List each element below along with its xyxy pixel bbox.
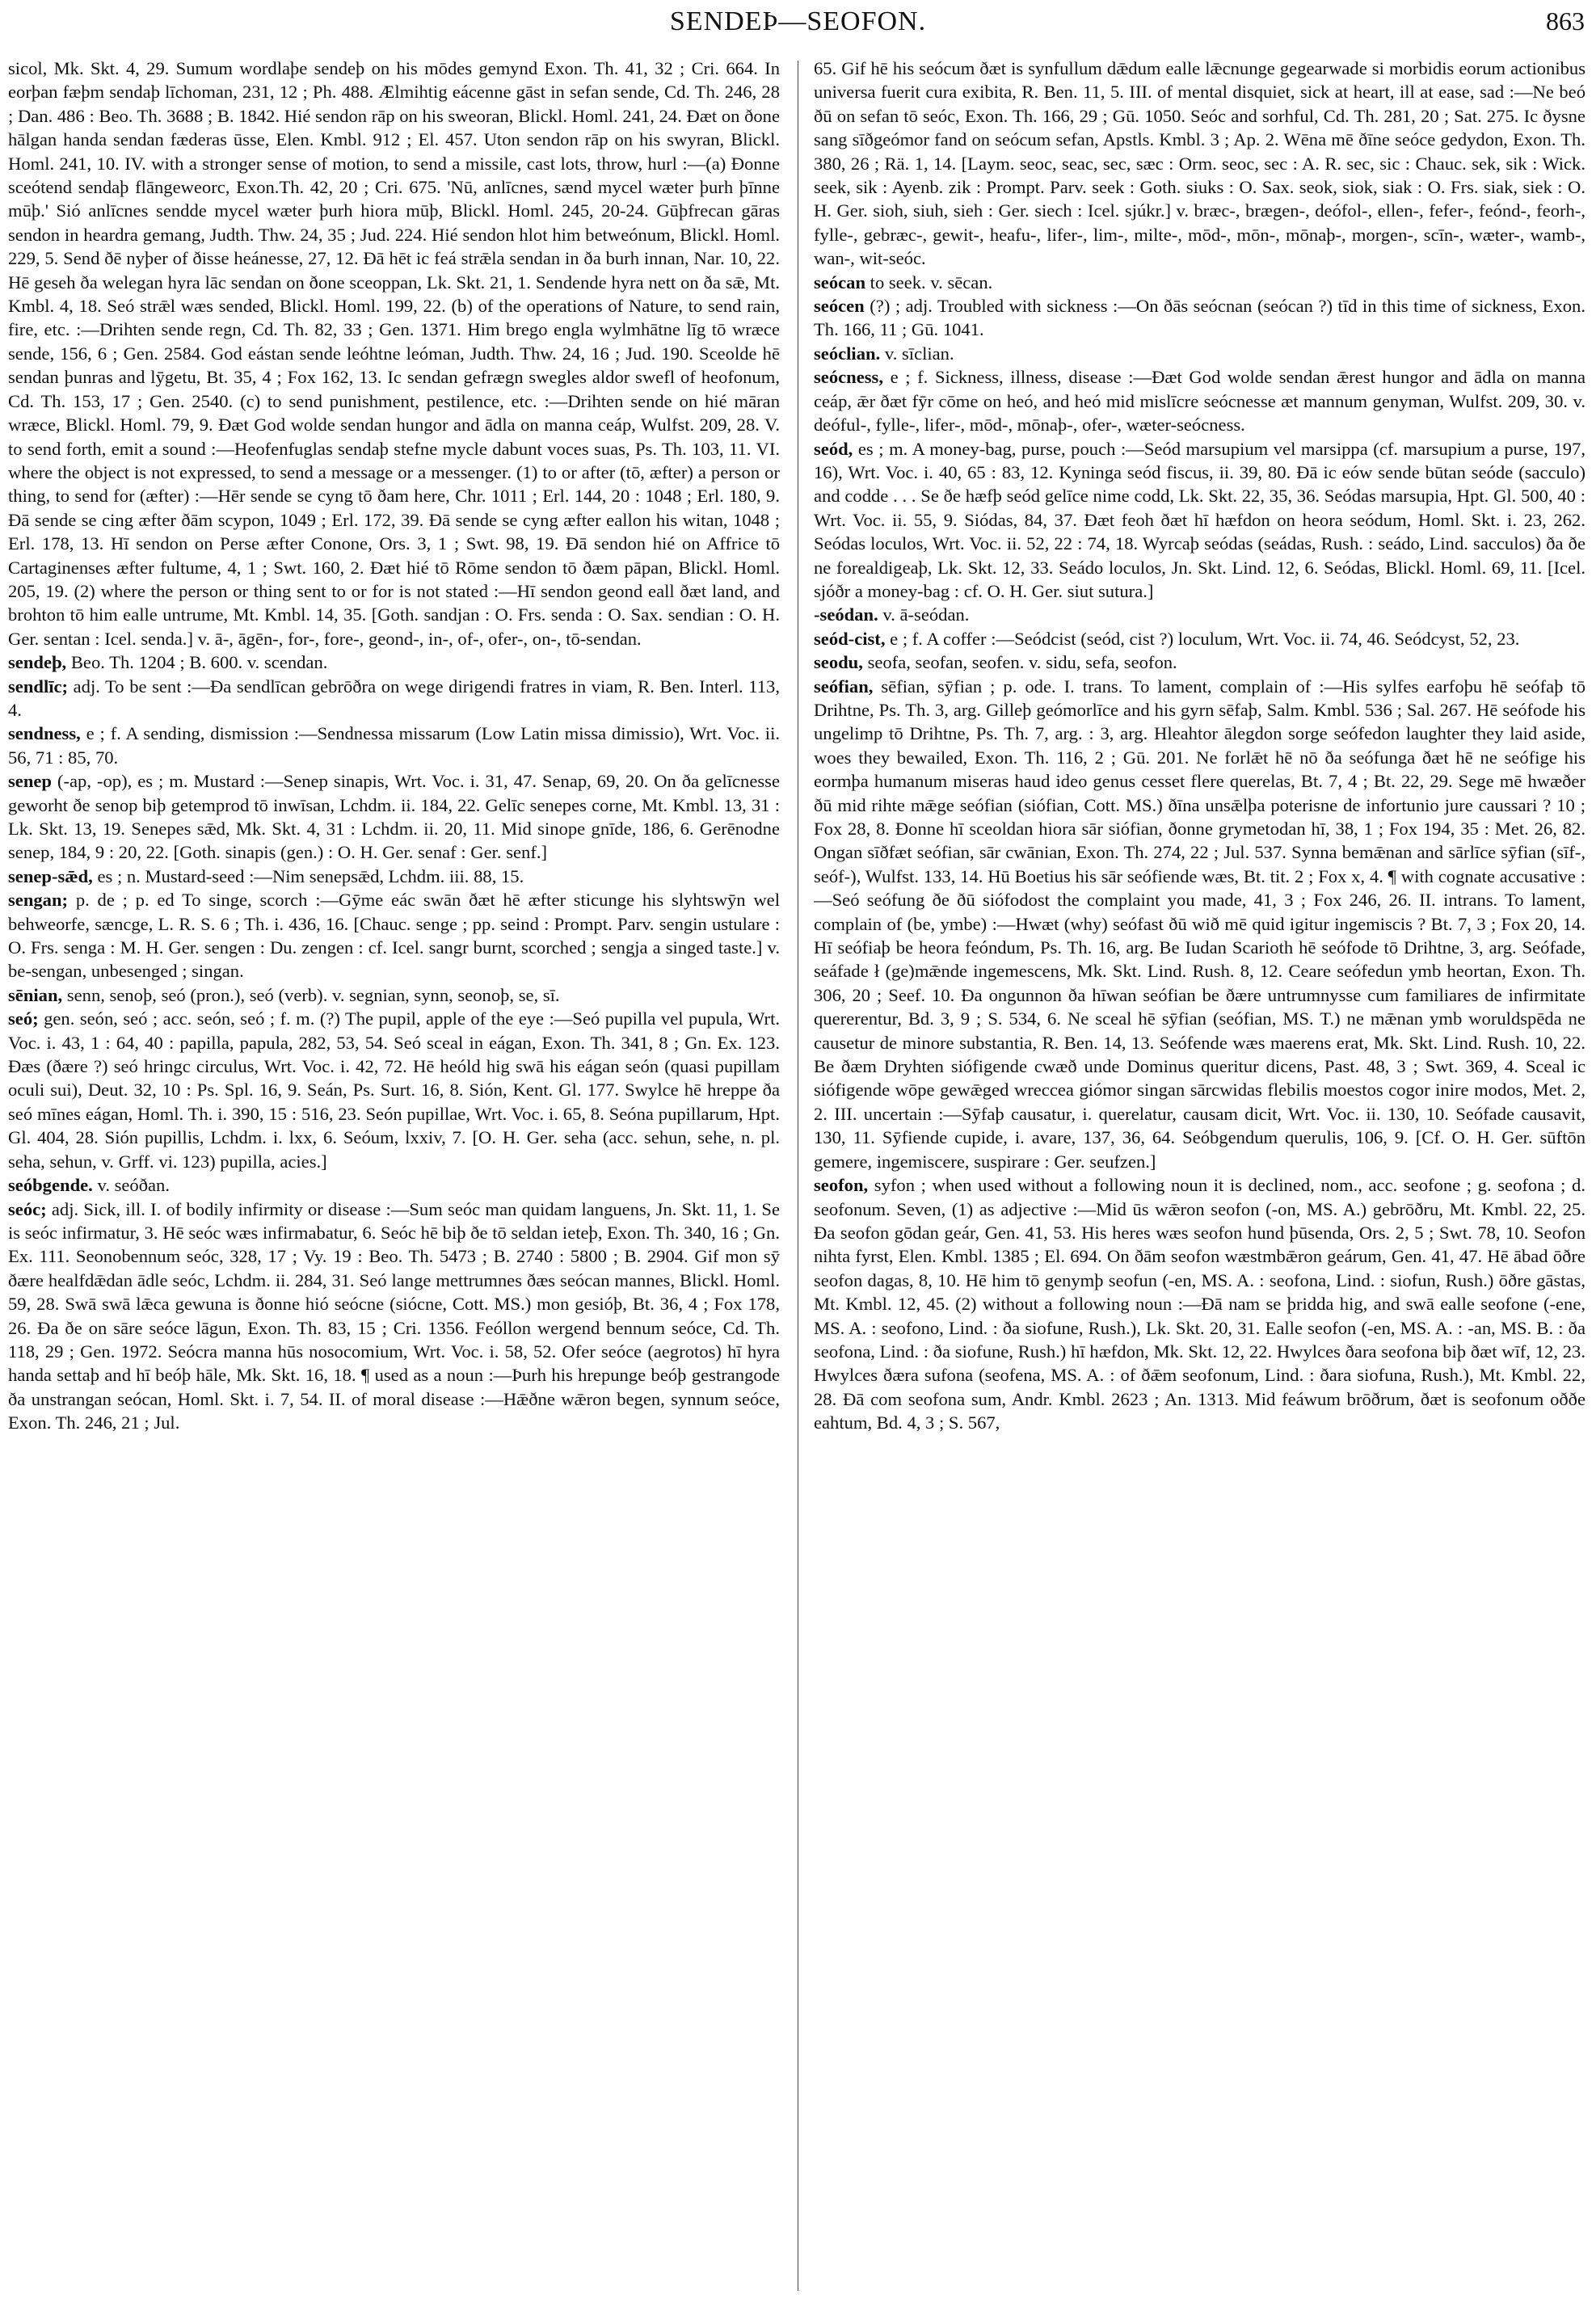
- entry-headword: seód-cist,: [814, 628, 886, 649]
- dictionary-entry: [814, 627, 1585, 650]
- entry-text: v. ā-seódan.: [882, 604, 970, 625]
- entry-headword: seóbgende.: [8, 1175, 93, 1196]
- entry-headword: seócness,: [814, 367, 883, 388]
- right-column: [814, 57, 1585, 2303]
- dictionary-entry: [814, 342, 1585, 365]
- dictionary-entry: [814, 437, 1585, 604]
- entry-text: gen. seón, seó ; acc. seón, seó ; f. m. (?) The pupil, apple of the eye :—Seó pupilla vel pupula, Wrt. Voc. i. 43, 1 : 64, 40 : papilla, papula, 282, 53, 54. Seó sceal in eágan, Exon. Th. 341, 8 ; Gn. Ex. 123. Ðæs (ðære ?) seó hringc circulus, Wrt. Voc. i. 42, 72. Hē heóld hig swā his eágan seón (quasi pupillam oculi sui), Deut. 32, 10 : Ps. Spl. 16, 9. Seán, Ps. Surt. 16, 8. Sión, Kent. Gl. 177. Swylce hē hreppe ða seó mīnes eágan, Homl. Th. i. 390, 15 : 516, 23. Seón pupillae, Wrt. Voc. i. 65, 8. Seóna pupillarum, Hpt. Gl. 404, 28. Sión pupillis, Lchdm. i. lxx, 6. Seóum, lxxiv, 7. [O. H. Ger. seha (acc. sehun, sehe, n. pl. seha, sehun, v. Grff. vi. 123) pupilla, acies.]: [8, 1008, 780, 1172]
- entry-headword: sēnian,: [8, 984, 63, 1005]
- running-title: SENDEÞ—SEOFON.: [669, 6, 927, 36]
- dictionary-entry: [8, 865, 780, 888]
- dictionary-entry: [814, 675, 1585, 1174]
- dictionary-entry: [8, 675, 780, 722]
- dictionary-entry: [814, 1173, 1585, 1434]
- entry-text: e ; f. Sickness, illness, disease :—Ðæt God wolde sendan ǣrest hungor and ādla on manna ceáp, ǣr ðæt fȳr cōme on heó, and heó mid mislīcre seócnesse æt mannum genyman, Wulfst. 209, 30. v. deóful-, fylle-, lifer-, mōd-, mōnaþ-, ofer-, wæter-seócness.: [814, 367, 1585, 436]
- entry-headword: senep-sǣd,: [8, 865, 93, 886]
- dictionary-entry: [814, 57, 1585, 271]
- entry-text: (-ap, -op), es ; m. Mustard :—Senep sinapis, Wrt. Voc. i. 31, 47. Senap, 69, 20. On ða gelīcnesse geworht ðe senop biþ getemprod tō inwīsan, Lchdm. ii. 184, 22. Gelīc senepes corne, Mt. Kmbl. 13, 31 : Lk. Skt. 13, 19. Senepes sǣd, Mk. Skt. 4, 31 : Lchdm. ii. 20, 11. Mid sinope gnīde, 186, 6. Gerēnodne senep, 184, 9 : 20, 22. [Goth. sinapis (gen.) : O. H. Ger. senaf : Ger. senf.]: [8, 771, 780, 863]
- entry-text: sicol, Mk. Skt. 4, 29. Sumum wordlaþe sendeþ on his mōdes gemynd Exon. Th. 41, 32 ; Cri. 664. In eorþan fæþm sendaþ līchoman, 231, 12 ; Ph. 488. Ælmihtig eácenne gāst in sefan sende, Cd. Th. 246, 28 ; Dan. 486 : Beo. Th. 3688 ; B. 1842. Hié sendon rāp on his sweoran, Blickl. Homl. 241, 24. Ðæt on ðone hālgan handa sendan fæderas ūsse, Elen. Kmbl. 912 ; El. 457. Uton sendon rāp on his swyran, Blickl. Homl. 241, 10. IV. with a stronger sense of motion, to send a missile, cast lots, throw, hurl :—(a) Ðonne sceótend sendaþ flāngeweorc, Exon.Th. 42, 20 ; Cri. 675. 'Nū, anlīcnes, sænd mycel wæter þurh þīnne mūþ.' Sió anlīcnes sendde mycel wæter þurh hiora mūþ, Blickl. Homl. 245, 20-24. Gūþfrecan gāras sendon in heardra gemang, Judth. Thw. 24, 35 ; Jud. 224. Hié sendon hlot him betweónum, Blickl. Homl. 229, 5. Send ðē nyþer of ðisse heánesse, 27, 12. Ðā hēt ic feá strǣla sendan in ða burh innan, Nar. 10, 22. Hē geseh ða welegan hyra lāc sendan on ðone sceoppan, Lk. Skt. 21, 1. Sendende hyra nett on ða sǣ, Mt. Kmbl. 4, 18. Seó strǣl wæs sended, Blickl. Homl. 199, 22. (b) of the operations of Nature, to send rain, fire, etc. :—Drihten sende regn, Cd. Th. 82, 33 ; Gen. 1371. Him brego engla wylmhātne līg tō wræce sende, 156, 6 ; Gen. 2584. God eástan sende leóhtne leóman, Judth. Thw. 24, 16 ; Jud. 190. Sceolde hē sendan þunras and lȳgetu, Bt. 35, 4 ; Fox 162, 13. Ic sendan gefrægn swegles aldor swefl of heofonum, Cd. Th. 153, 17 ; Gen. 2540. (c) to send punishment, pestilence, etc. :—Drihten sende on hié māran wræce, Blickl. Homl. 79, 9. Ðæt God wolde sendan hungor and ādla on manna ceáp, Wulfst. 209, 28. V. to send forth, emit a sound :—Heofenfuglas sendaþ stefne mycle dabunt voces suas, Ps. Th. 103, 11. VI. where the object is not expressed, to send a message or a messenger. (1) to or after (tō, æfter) a person or thing, to send for (æfter) :—Hēr sende se cyng tō ðam here, Chr. 1011 ; Erl. 144, 20 : 1048 ; Erl. 180, 9. Ðā sende se cing æfter ðām scypon, 1049 ; Erl. 172, 39. Ðā sende se cyng æfter eallon his witan, 1048 ; Erl. 178, 13. Hī sendon on Perse æfter Conone, Ors. 3, 1 ; Swt. 98, 19. Ðā sendon hié on Affrice tō Cartaginenses æfter fultume, 4, 1 ; Swt. 160, 2. Ðæt hié tō Rōme sendon tō ðæm pāpan, Blickl. Homl. 205, 19. (2) where the person or thing sent to or for is not stated :—Hī sendon geond eall ðæt land, and brohton tō him ealle untrume, Mt. Kmbl. 14, 35. [Goth. sandjan : O. Frs. senda : O. Sax. sendian : O. H. Ger. sentan : Icel. senda.] v. ā-, āgēn-, for-, fore-, geond-, in-, of-, ofer-, on-, tō-sendan.: [8, 58, 780, 649]
- entry-headword: sengan;: [8, 890, 69, 911]
- dictionary-entry: [814, 294, 1585, 342]
- entry-text: seofa, seofan, seofen. v. sidu, sefa, seofon.: [867, 652, 1177, 673]
- entry-text: e ; f. A coffer :—Seódcist (seód, cist ?) loculum, Wrt. Voc. ii. 74, 46. Seódcyst, 52, 23.: [890, 628, 1520, 649]
- entry-headword: seód,: [814, 438, 853, 459]
- dictionary-entry: [8, 888, 780, 983]
- entry-text: adj. Sick, ill. I. of bodily infirmity or disease :—Sum seóc man quidam languens, Jn. Skt. 11, 1. Se is seóc infirmatur, 3. Hē seóc wæs infirmabatur, 6. Seóc hē biþ ðe tō seldan ieteþ, Exon. Th. 340, 16 ; Gn. Ex. 111. Seonobennum seóc, 328, 17 ; Vy. 19 : Beo. Th. 5473 ; B. 2740 : 5800 ; B. 2904. Gif mon sȳ ðære healfdǣdan ādle seóc, Lchdm. ii. 284, 31. Seó lange mettrumnes ðæs seócan mannes, Blickl. Homl. 59, 28. Swā swā lǣca gewuna is ðonne hió seócne (siócne, Cott. MS.) mon gesióþ, Bt. 36, 4 ; Fox 178, 26. Ða ðe on sāre seóce lāgun, Exon. Th. 83, 15 ; Cri. 1356. Feóllon wergend bennum seóce, Cd. Th. 118, 29 ; Gen. 1972. Seócra manna hūs nosocomium, Wrt. Voc. i. 58, 52. Ofer seóce (aegrotos) hī hyra handa settaþ and hī beóþ hāle, Mk. Skt. 16, 18. ¶ used as a noun :—Þurh his hrepunge beóþ gestrangode ða unstrangan seócan, Homl. Skt. i. 7, 54. II. of moral disease :—Hǣðne wǣron begen, synnum seóce, Exon. Th. 246, 21 ; Jul.: [8, 1198, 780, 1433]
- entry-headword: seócen: [814, 296, 865, 317]
- page-number: 863: [1546, 6, 1585, 36]
- entry-text: v. seóðan.: [97, 1175, 170, 1196]
- entry-text: es ; m. A money-bag, purse, pouch :—Seód marsupium vel marsippa (cf. marsupium a purse, 197, 16), Wrt. Voc. i. 40, 65 : 83, 12. Kyninga seód fiscus, ii. 39, 80. Ðā ic eów sende būtan seóde (sacculo) and codde . . . Se ðe hæfþ seód gelīce nime codd, Lk. Skt. 22, 35, 36. Seódas marsupia, Hpt. Gl. 500, 40 : Wrt. Voc. ii. 55, 9. Siódas, 84, 37. Ðæt feoh ðæt hī hæfdon on heora seódum, Homl. Skt. i. 23, 262. Seódas loculos, Wrt. Voc. ii. 52, 22 : 74, 18. Wyrcaþ seódas (seádas, Rush. : seádo, Lind. sacculos) ða ðe ne forealdigeaþ, Lk. Skt. 12, 33. Seádo loculos, Jn. Skt. Lind. 12, 6. Seódas, Blickl. Homl. 69, 11. [Icel. sjóðr a money-bag : cf. O. H. Ger. siut sutura.]: [814, 438, 1585, 601]
- dictionary-entry: [8, 983, 780, 1007]
- dictionary-entry: [8, 1173, 780, 1197]
- dictionary-entry: [8, 722, 780, 769]
- dictionary-entry: [814, 365, 1585, 436]
- dictionary-entry: [8, 57, 780, 650]
- entry-headword: seofon,: [814, 1175, 869, 1196]
- entry-text: 65. Gif hē his seócum ðæt is synfullum dǣdum ealle lǣcnunge gegearwade si morbidis eorum actionibus universa fuerit cura exibita, R. Ben. 11, 5. III. of mental disquiet, sick at heart, ill at ease, sad :—Ne beó ðū on sefan tō seóc, Exon. Th. 166, 29 ; Gū. 1050. Seóc and sorhful, Cd. Th. 281, 20 ; Sat. 275. Ic ðysne sang sīðgeómor fand on seócum sefan, Apstls. Kmbl. 3 ; Ap. 2. Wēna mē ðīne seóce gedydon, Exon. Th. 380, 26 ; Rä. 1, 14. [Laym. seoc, seac, sec, sæc : Orm. seoc, sec : A. R. sec, sic : Chauc. sek, sik : Wick. seek, sik : Ayenb. zik : Prompt. Parv. seek : Goth. siuks : O. Sax. seok, siok, siak : O. Frs. siak, siek : O. H. Ger. sioh, siuh, sieh : Ger. siech : Icel. sjúkr.] v. bræc-, brægen-, deófol-, ellen-, fefer-, feónd-, feorh-, fylle-, gebræc-, gewit-, heafu-, lifer-, lim-, milte-, mōd-, mōn-, mōnaþ-, morgen-, scīn-, wæter-, wamb-, wan-, wit-seóc.: [814, 58, 1585, 269]
- entry-text: es ; n. Mustard-seed :—Nim senepsǣd, Lchdm. iii. 88, 15.: [97, 865, 524, 886]
- entry-text: adj. To be sent :—Ða sendlīcan gebrōðra on wege dirigendi fratres in viam, R. Ben. Interl. 113, 4.: [8, 676, 780, 720]
- entry-text: p. de ; p. ed To singe, scorch :—Gȳme eác swān ðæt hē æfter sticunge his slyhtswȳn wel behweorfe, sæncge, L. R. S. 6 ; Th. i. 436, 16. [Chauc. senge ; pp. seind : Prompt. Parv. sengin ustulare : O. Frs. senga : M. H. Ger. sengen : Du. zengen : cf. Icel. sangr burnt, scorched ; sengja a singed taste.] v. be-sengan, unbesenged ; singan.: [8, 890, 780, 982]
- entry-text: to seek. v. sēcan.: [870, 272, 993, 293]
- entry-text: Beo. Th. 1204 ; B. 600. v. scendan.: [70, 652, 328, 673]
- entry-headword: senep: [8, 771, 52, 792]
- dictionary-entry: [814, 271, 1585, 294]
- entry-text: syfon ; when used without a following noun it is declined, nom., acc. seofone ; g. seofona ; d. seofonum. Seven, (1) as adjective :—Mid ūs wǣron seofon (-on, MS. A.) gebrōðru, Mt. Kmbl. 22, 25. Ða seofon gōdan geár, Gen. 41, 53. His heres wæs seofon hund þūsenda, Ors. 2, 5 ; Swt. 78, 10. Seofon nihta fyrst, Elen. Kmbl. 1385 ; El. 694. On ðām seofon wæstmbǣron geárum, Gen. 41, 47. Hē ābad ōðre seofon dagas, 8, 10. Hē him tō genymþ seofun (-en, MS. A. : seofona, Lind. : siofun, Rush.) ōðre gāstas, Mt. Kmbl. 12, 45. (2) without a following noun :—Ðā nam se þridda hig, and swā ealle seofone (-ene, MS. A. : seofono, Lind. : ða siofune, Rush.), Lk. Skt. 20, 31. Ealle seofon (-en, MS. A. : -an, MS. B. : ða seofona, Lind. : ða siofune, Rush.) hī hæfdon, Mk. Skt. 12, 22. Hwylces ðara seofona biþ ðæt wīf, 12, 23. Hwylces ðæra sufona (seofena, MS. A. : of ðǣm seofonum, Lind. : ðara siofuna, Rush.), Mt. Kmbl. 22, 28. Ðā com seofona sum, Andr. Kmbl. 2623 ; An. 1313. Mid feáwum brōðrum, ðæt is seofonum oððe eahtum, Bd. 4, 3 ; S. 567,: [814, 1175, 1585, 1433]
- entry-headword: seóc;: [8, 1198, 47, 1219]
- entry-text: e ; f. A sending, dismission :—Sendnessa missarum (Low Latin missa dimissio), Wrt. Voc. ii. 56, 71 : 85, 70.: [8, 723, 780, 768]
- entry-text: v. sīclian.: [884, 343, 954, 364]
- entry-headword: sendeþ,: [8, 652, 67, 673]
- entry-headword: seó;: [8, 1008, 39, 1029]
- dictionary-entry: [8, 1007, 780, 1173]
- dictionary-entry: [8, 1198, 780, 1435]
- entry-headword: seócan: [814, 272, 866, 293]
- entry-headword: seófian,: [814, 676, 874, 697]
- dictionary-entry: [8, 650, 780, 674]
- dictionary-entry: [8, 769, 780, 865]
- entry-headword: seóclian.: [814, 343, 881, 364]
- entry-text: sēfian, sȳfian ; p. ode. I. trans. To lament, complain of :—His sylfes earfoþu hē seófaþ tō Drihtne, Ps. Th. 3, arg. Gilleþ geómorlīce and his gyrn sēfaþ, Salm. Kmbl. 536 ; Sal. 267. Hē seófode his ungelimp tō Drihtne, Ps. Th. 7, arg. : 3, arg. Hleahtor ālegdon sorge seófedon laughter they laid aside, woes they bewailed, Exon. Th. 116, 2 ; Gū. 201. Ne forlǣt hē nō ða seófunga ðæt hē ne seófige his eormþa humanum miseras haud ideo genus cesset flere querelas, Bt. 7, 4 ; Bt. 22, 29. Sege mē hwæðer ðū mid rihte mǣge seófian (siófian, Cott. MS.) ðīna unsǣlþa poterisne de infortunio jure caussari ? 10 ; Fox 28, 8. Ðonne hī sceoldan hiora sār siófian, ðonne grymetodan hī, 38, 1 ; Fox 194, 35 : Met. 26, 82. Ongan sīðfæt seófian, sār cwānian, Exon. Th. 274, 22 ; Jul. 537. Synna bemǣnan and sārlīce sȳfian (sīf-, seóf-), Wulfst. 133, 14. Hū Boetius his sār seófiende wæs, Bt. tit. 2 ; Fox x, 4. ¶ with cognate accusative :—Seó seófung ðe ðū siófodost the complaint you made, 41, 3 ; Fox 246, 26. II. intrans. To lament, complain of (be, ymbe) :—Hwæt (why) seófast ðū wið mē quid igitur ingemiscis ? Bt. 7, 3 ; Fox 20, 14. Hī seófiaþ be heora feóndum, Ps. Th. 16, arg. Be Iudan Scarioth hē seófode tō Drihtne, 3, arg. Seófade, seáfade ł (ge)mǣnde ingemescens, Mk. Skt. Lind. Rush. 8, 12. Ceare seófedun ymb heortan, Exon. Th. 306, 20 ; Seef. 10. Ða ongunnon ða hīwan seófian be ðære untrumnysse cum familiares de infirmitate quererentur, Bd. 3, 9 ; S. 534, 6. Ne sceal hē sȳfian (seófian, MS. T.) ne mǣnan ymb woruldspēda ne causetur de minore substantia, R. Ben. 14, 13. Seófende wæs maerens erat, Mk. Skt. Lind. Rush. 10, 22. Be ðæm Dryhten siófigende cwæð unde Dominus queritur dicens, Past. 48, 3 ; Swt. 369, 4. Sceal ic siófigende wōpe gewǣged wreccea giómor singan sārcwidas flebilis moestos cogor inire modos, Met. 2, 2. III. uncertain :—Sȳfaþ causatur, i. querelatur, causam dicit, Wrt. Voc. ii. 130, 10. Seófade causavit, 130, 11. Sȳfiende cupide, i. avare, 137, 36, 64. Seóbgendum querulis, 106, 9. [Cf. O. H. Ger. sūftōn gemere, ingemiscere, suspirare : Ger. seufzen.]: [814, 676, 1585, 1172]
- entry-text: senn, senoþ, seó (pron.), seó (verb). v. segnian, synn, seonoþ, se, sī.: [66, 984, 560, 1005]
- entry-headword: sendness,: [8, 723, 81, 744]
- page-header: [0, 0, 1596, 52]
- entry-headword: -seódan.: [814, 604, 878, 625]
- left-column: [8, 57, 780, 2303]
- entry-headword: sendlīc;: [8, 676, 69, 697]
- dictionary-entry: [814, 650, 1585, 674]
- entry-text: (?) ; adj. Troubled with sickness :—On ðās seócnan (seócan ?) tīd in this time of sickness, Exon. Th. 166, 11 ; Gū. 1041.: [814, 296, 1585, 340]
- dictionary-entry: [814, 603, 1585, 626]
- entry-headword: seodu,: [814, 652, 863, 673]
